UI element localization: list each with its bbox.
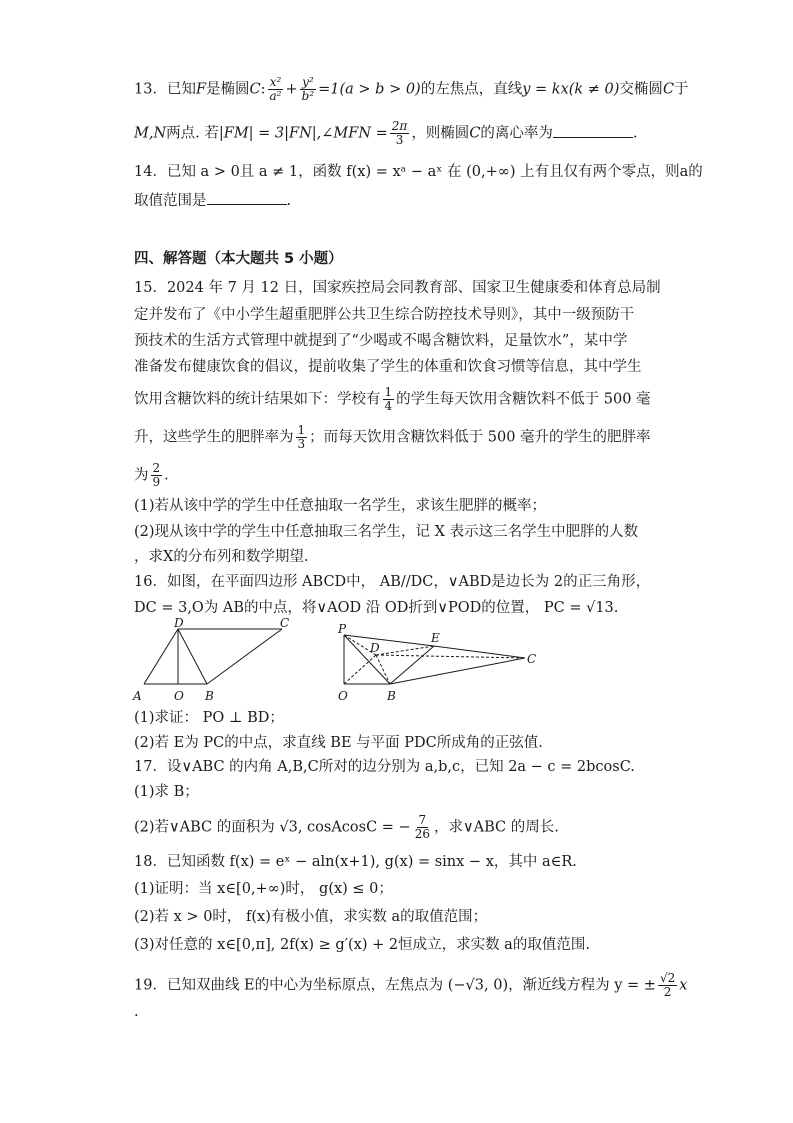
q13-text-ecc: 的离心率为 <box>480 125 553 142</box>
q15-text-is: 为 <box>134 467 149 484</box>
fig2-edge-pb <box>344 635 390 684</box>
q19-frac <box>658 972 677 999</box>
q17-line-1: 17．设∨ABC 的内角 A,B,C所对的边分别为 a,b,c，已知 2a − c = 2bcosC. <box>134 759 635 775</box>
q13-frac-x <box>268 76 284 103</box>
fig2-edge-pe <box>344 635 434 646</box>
q17-part-2 <box>134 814 559 841</box>
q13-period: . <box>632 125 638 142</box>
q19-line-1 <box>134 972 687 999</box>
q16-line-1: 16．如图，在平面四边形 ABCD中， AB//DC，∨ABD是边长为 2的正三角形， <box>134 574 651 590</box>
q15-part-2b: ，求X的分布列和数学期望. <box>134 549 309 565</box>
q15-line-3: 预技术的生活方式管理中就提到了“少喝或不喝含糖饮料，足量饮水”，某中学 <box>134 333 628 349</box>
fig1-label-c: C <box>280 618 290 630</box>
q15-line-7 <box>134 462 169 489</box>
q17-frac-num: 7 <box>418 813 427 827</box>
q13-text-then: ，则椭圆 <box>411 125 470 142</box>
q19-frac-den: 2 <box>663 985 672 999</box>
q15-part-1: (1)若从该中学的学生中任意抽取一名学生，求该生肥胖的概率； <box>134 498 547 514</box>
q13-plus: + <box>285 81 298 98</box>
q13-colon: : <box>260 81 266 98</box>
q13-var-c3: C <box>469 125 481 142</box>
fig2-label-o: O <box>338 689 348 703</box>
q14-line-2 <box>134 190 291 211</box>
q13-text-at: 于 <box>674 81 689 98</box>
fig2-label-b: B <box>387 689 396 703</box>
q13-frac-x-num: x² <box>269 75 282 89</box>
q15-frac-quarter <box>383 386 395 413</box>
fig2-label-d: D <box>370 641 380 655</box>
q13-frac-y-num: y² <box>302 75 314 89</box>
fig1-edge-bc <box>207 629 282 684</box>
q15-line-2: 定并发布了《中小学生超重肥胖公共卫生综合防控技术导则》，其中一级预防干 <box>134 307 635 323</box>
q15-frac-two-ninths <box>151 462 163 489</box>
q15-part-2a: (2)现从该中学的学生中任意抽取三名学生，记 X 表示这三名学生中肥胖的人数 <box>134 524 639 540</box>
q15-text-500ml: 的学生每天饮用含糖饮料不低于 500 毫 <box>396 391 651 408</box>
q18-line-1: 18．已知函数 f(x) = eˣ − aln(x+1), g(x) = sinx − x，其中 a∈R. <box>134 854 577 870</box>
fig1-edge-ad <box>144 629 178 684</box>
q15-frac-third <box>296 424 308 451</box>
q19-frac-num: √2 <box>659 971 676 985</box>
q19-text-hyperbola: 19．已知双曲线 E的中心为坐标原点，左焦点为 (−√3, 0)，渐近线方程为 y = ± <box>134 977 656 994</box>
q13-points-mn: M,N <box>134 125 167 142</box>
fig1-label-o: O <box>174 689 184 703</box>
q13-condition: |FM| = 3|FN|,∠MFN = <box>218 125 388 142</box>
q15-period: . <box>164 467 169 484</box>
q13-angle-num: 2π <box>391 119 408 133</box>
q15-line-1: 15．2024 年 7 月 12 日，国家疾控局会同教育部、国家卫生健康委和体育总局制 <box>134 280 661 296</box>
q13-frac-angle <box>390 120 410 147</box>
q17-part-1: (1)求 B； <box>134 784 199 800</box>
q13-angle-den: 3 <box>395 133 404 147</box>
q15-frac-third-den: 3 <box>297 437 306 451</box>
q15-line-4: 准备发布健康饮食的倡议，提前收集了学生的体重和饮食习惯等信息，其中学生 <box>134 359 642 375</box>
q13-line-eq: y = kx(k ≠ 0) <box>522 81 620 98</box>
q15-text-stat: 饮用含糖饮料的统计结果如下：学校有 <box>134 391 381 408</box>
q14-answer-blank[interactable] <box>207 190 287 205</box>
q14-text-range: 取值范围是 <box>134 193 207 209</box>
q18-part-3: (3)对任意的 x∈[0,π], 2f(x) ≥ g′(x) + 2恒成立，求实数 a的取值范围. <box>134 937 590 953</box>
q14-period: . <box>286 193 292 209</box>
q16-figure-planar <box>130 618 310 706</box>
q13-eq-tail: =1(a > b > 0) <box>318 81 421 98</box>
q15-frac-quarter-den: 4 <box>384 399 393 413</box>
q15-frac-quarter-num: 1 <box>384 385 393 399</box>
q13-text-focus: 的左焦点，直线 <box>420 81 523 98</box>
fig2-edge-bc <box>390 658 525 684</box>
q13-var-f: F <box>195 81 207 98</box>
fig1-edge-db <box>178 629 207 684</box>
q16-figure-folded <box>332 620 552 706</box>
q16-part-2: (2)若 E为 PC的中点，求直线 BE 与平面 PDC所成角的正弦值. <box>134 735 543 751</box>
fig1-label-a: A <box>133 689 142 703</box>
fig2-label-p: P <box>338 622 347 636</box>
q17-frac <box>413 814 432 841</box>
fig2-edge-db <box>376 655 390 684</box>
q13-line-2 <box>134 120 638 147</box>
q14-line-1: 14．已知 a > 0且 a ≠ 1，函数 f(x) = xᵃ − aˣ 在 (0,+∞) 上有且仅有两个零点，则a的 <box>134 164 703 180</box>
q15-text-low: ；而每天饮用含糖饮料低于 500 毫升的学生的肥胖率 <box>309 429 651 446</box>
q13-var-c: C <box>249 81 261 98</box>
q15-frac-third-num: 1 <box>297 423 306 437</box>
q13-line-1 <box>134 76 689 103</box>
q15-frac-two-ninths-num: 2 <box>152 461 161 475</box>
q13-text-intersect: 交椭圆 <box>619 81 663 98</box>
fig2-label-e: E <box>431 631 440 645</box>
q18-part-1: (1)证明：当 x∈[0,+∞)时， g(x) ≤ 0； <box>134 881 393 897</box>
q13-frac-y-den: b² <box>301 89 315 103</box>
q13-answer-blank[interactable] <box>553 123 633 138</box>
q13-text-ellipse: 是椭圆 <box>206 81 250 98</box>
q13-frac-x-den: a² <box>269 89 282 103</box>
q19-var-x: x <box>679 977 688 994</box>
q15-frac-two-ninths-den: 9 <box>152 475 161 489</box>
q17-text-perimeter: ，求∨ABC 的周长. <box>434 819 559 836</box>
fig2-label-c: C <box>527 652 537 666</box>
fig1-label-d: D <box>174 618 184 630</box>
q16-line-2: DC = 3,O为 AB的中点，将∨AOD 沿 OD折到∨POD的位置， PC = √13. <box>134 600 619 616</box>
q15-line-5 <box>134 386 651 413</box>
q17-text-area: (2)若∨ABC 的面积为 √3, cosAcosC = − <box>134 819 411 836</box>
q19-line-2: . <box>134 1004 139 1020</box>
q15-text-rate: 升，这些学生的肥胖率为 <box>134 429 294 446</box>
q13-text-if: 两点. 若 <box>166 125 219 142</box>
q13-var-c2: C <box>662 81 675 98</box>
fig2-edge-od <box>344 655 376 684</box>
q17-frac-den: 26 <box>414 827 430 841</box>
section-4-title: 四、解答题（本大题共 5 小题） <box>134 251 343 267</box>
q15-line-6 <box>134 424 651 451</box>
q13-text-intro: 13．已知 <box>134 81 196 98</box>
fig1-label-b: B <box>205 689 214 703</box>
q16-part-1: (1)求证： PO ⊥ BD； <box>134 710 284 726</box>
q18-part-2: (2)若 x > 0时， f(x)有极小值，求实数 a的取值范围； <box>134 909 488 925</box>
q13-frac-y <box>300 76 317 103</box>
